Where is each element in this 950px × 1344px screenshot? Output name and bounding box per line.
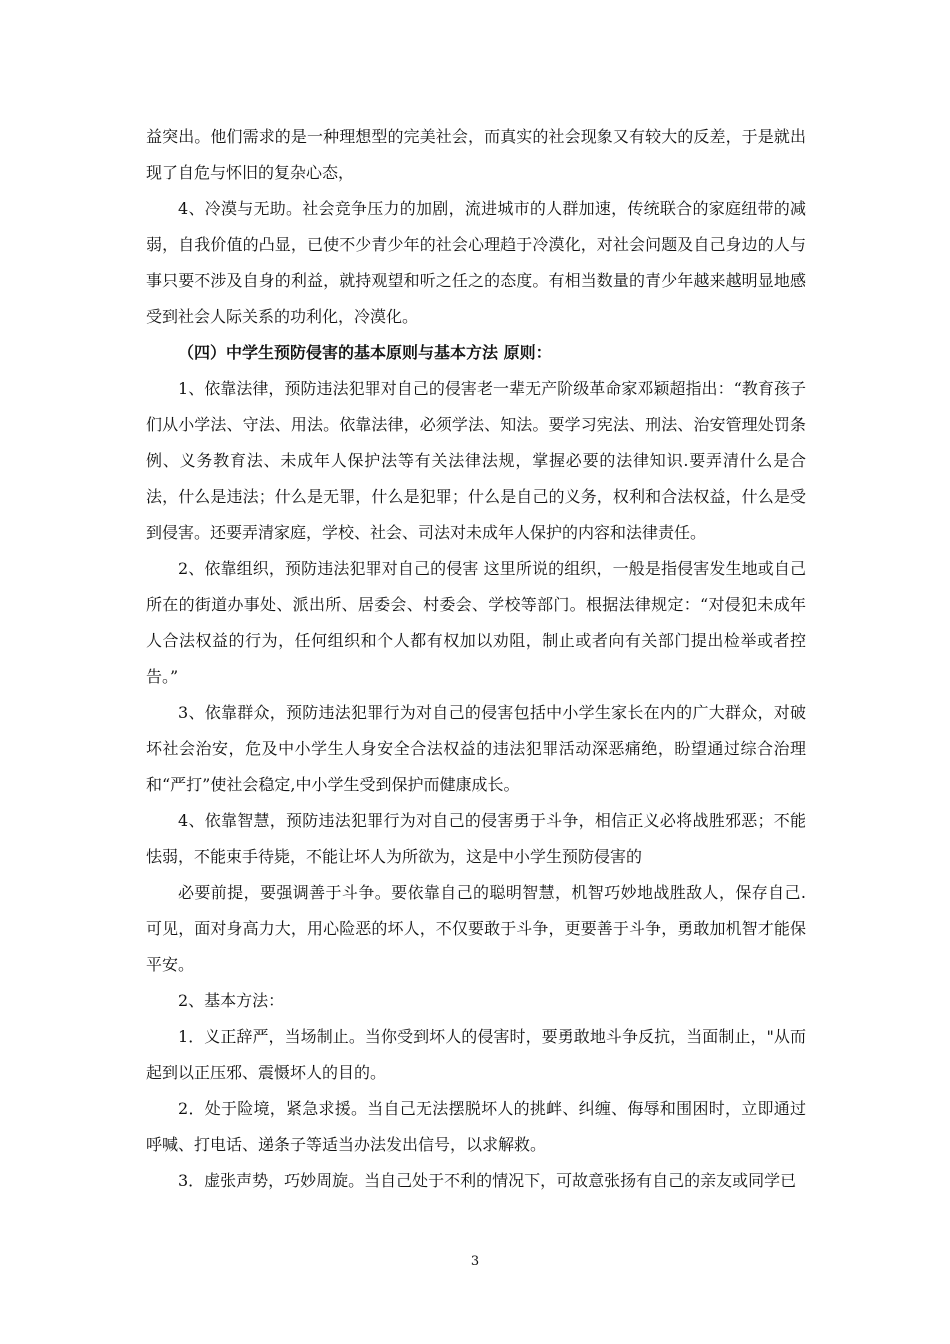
method-seek-help: 2．处于险境，紧急求援。当自己无法摆脱坏人的挑衅、纠缠、侮辱和围困时，立即通过呼喊、打电话、递条子等适当办法发出信号，以求解救。 bbox=[146, 1099, 806, 1154]
principle-masses: 3、依靠群众，预防违法犯罪行为对自己的侵害包括中小学生家长在内的广大群众，对破坏社会治安，危及中小学生人身安全合法权益的违法犯罪活动深恶痛绝，盼望通过综合治理和“严打”使社会稳定,中小学生受到保护而健康成长。 bbox=[146, 703, 806, 794]
principle-wisdom-continued: 必要前提，要强调善于斗争。要依靠自己的聪明智慧，机智巧妙地战胜敌人，保存自己.可见，面对身高力大，用心险恶的坏人，不仅要敢于斗争，更要善于斗争，勇敢加机智才能保平安。 bbox=[146, 883, 806, 974]
methods-heading: 2、基本方法： bbox=[178, 991, 285, 1010]
section-heading-bold: （四）中学生预防侵害的基本原则与基本方法 原则： bbox=[178, 343, 552, 362]
section-heading bbox=[146, 335, 806, 371]
method-bluff: 3．虚张声势，巧妙周旋。当自己处于不利的情况下，可故意张扬有自己的亲友或同学已 bbox=[178, 1171, 797, 1190]
document-body bbox=[146, 119, 806, 1199]
paragraph-apathy: 4、冷漠与无助。社会竞争压力的加剧，流进城市的人群加速，传统联合的家庭纽带的减弱，自我价值的凸显，已使不少青少年的社会心理趋于冷漠化，对社会问题及自己身边的人与事只要不涉及自身的利益，就持观望和听之任之的态度。有相当数量的青少年越来越明显地感受到社会人际关系的功利化，冷漠化。 bbox=[146, 199, 806, 326]
paragraph-continuation: 益突出。他们需求的是一种理想型的完美社会，而真实的社会现象又有较大的反差，于是就出现了自危与怀旧的复杂心态， bbox=[146, 127, 806, 182]
page-number: 3 bbox=[470, 1254, 480, 1269]
principle-law: 1、依靠法律，预防违法犯罪对自己的侵害老一辈无产阶级革命家邓颖超指出：“教育孩子们从小学法、守法、用法。依靠法律，必须学法、知法。要学习宪法、刑法、治安管理处罚条例、义务教育法、未成年人保护法等有关法律法规，掌握必要的法律知识.要弄清什么是合法，什么是违法；什么是无罪，什么是犯罪；什么是自己的义务，权利和合法权益，什么是受到侵害。还要弄清家庭，学校、社会、司法对未成年人保护的内容和法律责任。 bbox=[146, 379, 806, 542]
principle-wisdom: 4、依靠智慧，预防违法犯罪行为对自己的侵害勇于斗争，相信正义必将战胜邪恶；不能怯弱，不能束手待毙，不能让坏人为所欲为，这是中小学生预防侵害的 bbox=[146, 811, 806, 866]
method-stop-on-spot: 1．义正辞严，当场制止。当你受到坏人的侵害时，要勇敢地斗争反抗，当面制止，"从而起到以正压邪、震慑坏人的目的。 bbox=[146, 1027, 806, 1082]
principle-organization: 2、依靠组织，预防违法犯罪对自己的侵害 这里所说的组织，一般是指侵害发生地或自己所在的街道办事处、派出所、居委会、村委会、学校等部门。根据法律规定：“对侵犯未成年人合法权益的行为，任何组织和个人都有权加以劝阻，制止或者向有关部门提出检举或者控告。” bbox=[146, 559, 806, 686]
